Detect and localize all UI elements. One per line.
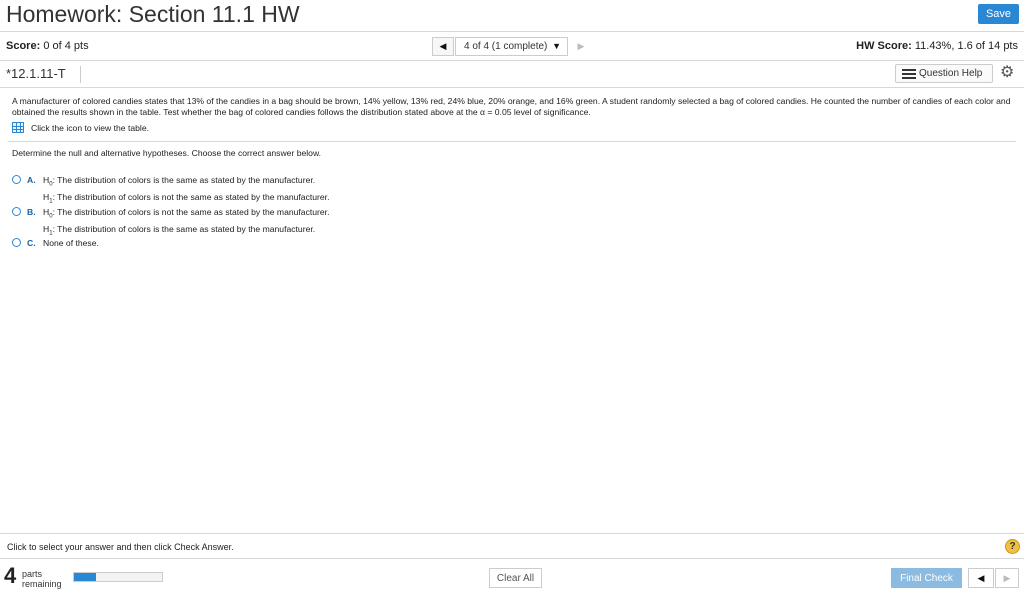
null-hypothesis: $H_0$: The distribution of colors is the same as stated by the manufacturer.	[43, 175, 316, 188]
null-hypothesis: $H_0$: The distribution of colors is not the same as stated by the manufacturer.	[43, 207, 330, 220]
radio-button-a[interactable]	[12, 175, 21, 184]
footer-divider	[0, 558, 1024, 559]
score-value: 0 of 4 pts	[43, 40, 89, 52]
question-text: A manufacturer of colored candies states that 13% of the candies in a bag should be brown, 14% yellow, 13% red, 24% blue, 20% orange, and 16% green. A student randomly selected a bag of colored candies. He counted the number of candies of each color and obtained the results shown in the table. Test whether the bag of colored candies follows the distribution stated above at the α = 0.05 level of significance.	[12, 96, 1011, 117]
question-help-button[interactable]	[895, 64, 993, 83]
option-letter: A.	[27, 175, 36, 185]
radio-button-c[interactable]	[12, 238, 21, 247]
question-header-divider	[0, 87, 1024, 88]
alternative-hypothesis-text: : The distribution of colors is the same as stated by the manufacturer.	[52, 223, 316, 234]
question-selector[interactable]	[455, 37, 568, 56]
triangle-left-icon: ◀	[977, 572, 985, 583]
progress-bar	[73, 572, 163, 582]
list-icon	[902, 69, 916, 79]
gear-icon[interactable]: ⚙	[1000, 64, 1015, 81]
footer-top-divider	[0, 533, 1024, 534]
hw-score-value: 11.43%, 1.6 of 14 pts	[914, 40, 1018, 52]
next-button[interactable]	[995, 568, 1019, 588]
previous-button[interactable]	[968, 568, 994, 588]
answer-instruction: Determine the null and alternative hypotheses. Choose the correct answer below.	[12, 148, 322, 158]
score-display	[6, 40, 89, 52]
parts-label-line1: parts	[22, 569, 43, 579]
help-icon[interactable]: ?	[1005, 539, 1020, 554]
hw-score-display	[856, 40, 1018, 52]
answer-option-b[interactable]	[12, 206, 329, 239]
alternative-hypothesis-text: : The distribution of colors is not the same as stated by the manufacturer.	[52, 191, 330, 202]
view-table-label: Click the icon to view the table.	[31, 122, 149, 133]
caret-down-icon: ▼	[552, 41, 561, 51]
question-divider	[8, 141, 1016, 142]
answer-option-c[interactable]	[12, 237, 99, 249]
score-divider	[0, 60, 1024, 61]
homework-title: Homework: Section 11.1 HW	[6, 1, 300, 27]
option-letter: C.	[27, 238, 36, 248]
null-hypothesis-text: : The distribution of colors is not the same as stated by the manufacturer.	[52, 207, 330, 217]
question-selector-value: 4 of 4 (1 complete)	[464, 41, 548, 52]
triangle-left-icon: ◀	[439, 41, 447, 51]
radio-button-b[interactable]	[12, 207, 21, 216]
parts-remaining-count: 4	[4, 563, 17, 588]
table-icon[interactable]	[12, 122, 24, 133]
parts-remaining-label	[22, 569, 62, 589]
view-table-link[interactable]	[12, 122, 149, 133]
null-hypothesis-text: : The distribution of colors is the same as stated by the manufacturer.	[52, 175, 316, 185]
clear-all-button[interactable]: Clear All	[489, 568, 542, 588]
alternative-hypothesis: $H_1$: The distribution of colors is not the same as stated by the manufacturer.	[43, 191, 330, 205]
parts-label-line2: remaining	[22, 579, 62, 589]
hw-score-label: HW Score:	[856, 40, 912, 52]
footer-instruction: Click to select your answer and then click Check Answer.	[7, 542, 234, 552]
progress-bar-fill	[74, 573, 96, 581]
final-check-button[interactable]: Final Check	[891, 568, 962, 588]
question-help-label: Question Help	[919, 68, 983, 79]
score-label: Score:	[6, 40, 41, 52]
next-question-button[interactable]	[570, 37, 592, 56]
header-divider	[0, 31, 1024, 32]
save-button[interactable]: Save	[978, 4, 1019, 24]
alternative-hypothesis: $H_1$: The distribution of colors is the same as stated by the manufacturer.	[43, 223, 316, 237]
option-letter: B.	[27, 207, 36, 217]
triangle-right-icon: ▶	[1003, 572, 1011, 583]
question-id: *12.1.11-T	[6, 66, 66, 81]
answer-option-a[interactable]	[12, 174, 329, 207]
triangle-right-icon: ▶	[577, 41, 585, 51]
question-id-separator	[80, 66, 81, 83]
option-text: None of these.	[43, 238, 99, 248]
previous-question-button[interactable]	[432, 37, 454, 56]
